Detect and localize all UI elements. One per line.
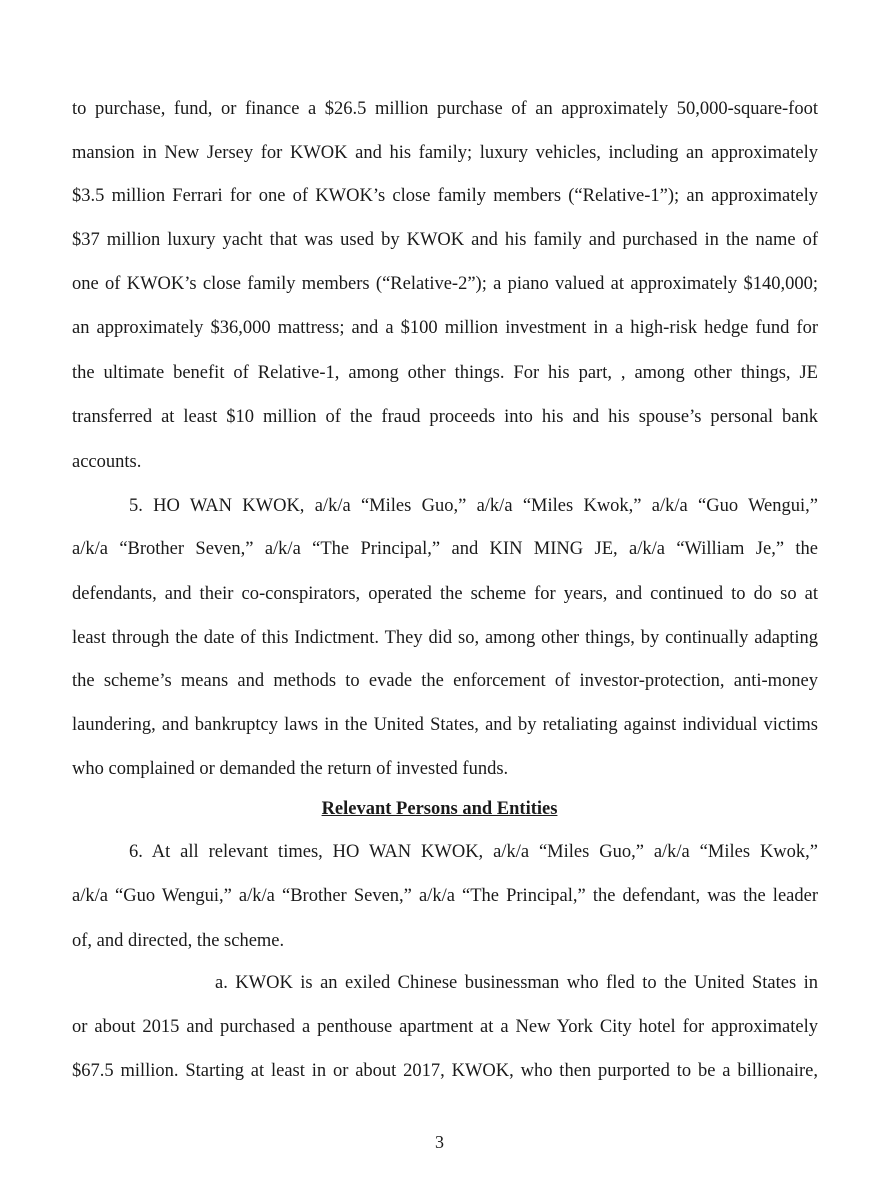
text-line: to purchase, fund, or finance a $26.5 million purchase of an approximately 50,000-square-foot	[72, 99, 818, 119]
page-number: 3	[435, 1132, 444, 1152]
text-line: a/k/a “Guo Wengui,” a/k/a “Brother Seven,” a/k/a “The Principal,” the defendant, was the leader	[72, 886, 818, 906]
text-line: transferred at least $10 million of the fraud proceeds into his and his spouse’s personal bank	[72, 407, 818, 427]
text-line: the scheme’s means and methods to evade the enforcement of investor-protection, anti-money	[72, 671, 818, 691]
text-line: 5. HO WAN KWOK, a/k/a “Miles Guo,” a/k/a “Miles Kwok,” a/k/a “Guo Wengui,”	[129, 496, 818, 516]
text-line: least through the date of this Indictment. They did so, among other things, by continually adapting	[72, 628, 818, 648]
text-line: laundering, and bankruptcy laws in the United States, and by retaliating against individual victims	[72, 715, 818, 735]
text-line: of, and directed, the scheme.	[72, 931, 285, 951]
text-line: one of KWOK’s close family members (“Relative-2”); a piano valued at approximately $140,000;	[72, 274, 818, 294]
text-line: defendants, and their co-conspirators, operated the scheme for years, and continued to do so at	[72, 584, 818, 604]
section-heading: Relevant Persons and Entities	[321, 799, 558, 819]
text-line: or about 2015 and purchased a penthouse apartment at a New York City hotel for approximately	[72, 1017, 818, 1037]
text-line: $67.5 million. Starting at least in or about 2017, KWOK, who then purported to be a billionaire,	[72, 1061, 818, 1081]
text-line: a/k/a “Brother Seven,” a/k/a “The Principal,” and KIN MING JE, a/k/a “William Je,” the	[72, 539, 818, 559]
text-line: a. KWOK is an exiled Chinese businessman who fled to the United States in	[215, 973, 818, 993]
text-line: who complained or demanded the return of invested funds.	[72, 759, 509, 779]
text-line: 6. At all relevant times, HO WAN KWOK, a/k/a “Miles Guo,” a/k/a “Miles Kwok,”	[129, 842, 818, 862]
text-line: accounts.	[72, 452, 142, 472]
text-line: the ultimate benefit of Relative-1, among other things. For his part, , among other things, JE	[72, 363, 818, 383]
text-line: $37 million luxury yacht that was used by KWOK and his family and purchased in the name of	[72, 230, 818, 250]
text-line: an approximately $36,000 mattress; and a $100 million investment in a high-risk hedge fund for	[72, 318, 818, 338]
text-line: $3.5 million Ferrari for one of KWOK’s close family members (“Relative-1”); an approximately	[72, 186, 818, 206]
text-line: mansion in New Jersey for KWOK and his family; luxury vehicles, including an approximately	[72, 143, 818, 163]
